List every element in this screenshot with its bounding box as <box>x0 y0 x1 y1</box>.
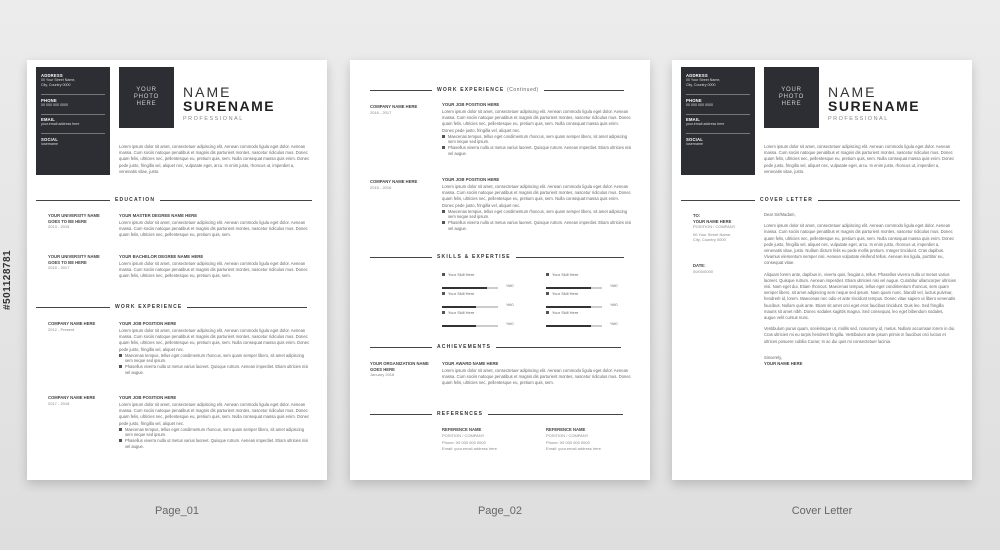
phone-label: PHONE <box>686 97 702 103</box>
greeting: Dear Sir/Madam, <box>764 212 796 217</box>
university-name: YOUR UNIVERSITY NAME GOES TO BE HERE <box>48 213 100 224</box>
bullet-text: Maecenas tempus, tellus eget condimentum rhoncus, sem quam semper libero, sit amet adipiscing sem neque sed ipsum. <box>448 133 628 145</box>
recipient-address-2: City, Country 0000 <box>693 237 726 242</box>
photo-text-1: YOUR <box>136 87 157 93</box>
skill-item <box>546 310 626 333</box>
job-title: YOUR JOB POSITION HERE <box>442 102 500 107</box>
recipient-address-1: 00 Your Street Name, <box>693 231 732 237</box>
address-label: ADDRESS <box>686 73 708 78</box>
profile-summary: Lorem ipsum dolor sit amet, consectetuer adipiscing elit. Aenean commodo ligula eget dolor. Aenean massa. Cum sociis natoque penatibus et magnis dis parturient montes, nascetur ridiculus mus. Donec quam felis, ultricies nec, pellentesque eu, pretium quis, sem. Nulla consequat massa quis enim. Donec pede justo, fringilla vel, aliquet nec, vulputate eget, arcu. In enim justo, rhoncus ut, imperdiet a, venenatis vitae, justo. <box>764 144 955 174</box>
skill-label <box>442 310 522 315</box>
photo-placeholder <box>764 67 819 128</box>
job-1 <box>119 321 311 375</box>
section-rule <box>681 200 755 201</box>
job-date: 2017 - 2018 <box>48 400 70 406</box>
letter-paragraph-1: Lorem ipsum dolor sit amet, consectetuer adipiscing elit. Aenean commodo ligula eget dolor. Aenean massa. Cum sociis natoque penatibus et magnis dis parturient montes, nascetur ridiculus mus. Donec quam felis, ultricies nec, pellentesque eu, pretium quis, sem. Nulla consequat massa quis enim. Donec pede justo, fringilla vel, aliquet nec, vulputate eget, arcu. In enim justo, rhoncus ut, imperdiet a, venenatis vitae, justo. Nullam dictum felis eu pede mollis pretium. Integer tincidunt. Cras dapibus. Vivamus elementum semper nisi. Aenean vulputate eleifend tellus. Aenean leo ligula, porttitor eu, consequat vitae. <box>764 223 955 266</box>
section-rule <box>36 307 110 308</box>
section-rule <box>370 414 432 415</box>
section-title <box>432 87 544 93</box>
square-bullet-icon <box>442 210 445 213</box>
reference-1 <box>442 427 532 451</box>
skill-name: Your Skill Here <box>552 291 579 296</box>
section-rule <box>516 257 624 258</box>
skill-item <box>442 310 522 333</box>
job-title: YOUR JOB POSITION HERE <box>442 177 500 182</box>
square-bullet-icon <box>119 365 122 368</box>
skill-bar-fill <box>546 306 591 308</box>
bullet-text: Maecenas tempus, tellus eget condimentum rhoncus, sem quam semper libero, sit amet adipiscing sem neque sed ipsum. <box>125 426 305 438</box>
job-2 <box>119 395 311 449</box>
skill-bar <box>442 306 498 308</box>
degree-title: YOUR BACHELOR DEGREE NAME HERE <box>119 254 204 259</box>
job-bullet <box>119 438 311 449</box>
name-block <box>183 85 275 122</box>
section-title: ACHIEVEMENTS <box>437 344 492 350</box>
education-entry-2-meta <box>48 254 108 271</box>
first-name: NAME <box>828 84 877 100</box>
skill-label <box>546 291 626 296</box>
section-rule <box>160 200 312 201</box>
education-entry-2 <box>119 254 311 280</box>
section-title: SKILLS & EXPERTISE <box>437 254 511 260</box>
job-date: 2012 - Present <box>48 326 75 332</box>
square-bullet-icon <box>119 354 122 357</box>
job-description: Lorem ipsum dolor sit amet, consectetuer adipiscing elit. Aenean commodo ligula eget dolor. Aenean massa. Cum sociis natoque penatibus et magnis dis parturient montes, nascetur ridiculus mus. Donec quam felis, ultricies nec, pellentesque eu, pretium quis, sem. Nulla consequat massa quis enim. Donec pede justo, fringilla vel, aliquet nec. <box>442 109 631 133</box>
skill-name: Your Skill Here <box>448 291 475 296</box>
reference-position: POSITION / COMPANY <box>442 432 485 438</box>
caption-page-1: Page_01 <box>154 505 200 517</box>
section-work-experience <box>36 303 307 311</box>
square-bullet-icon <box>442 146 445 149</box>
date-block <box>693 263 755 274</box>
last-name: SURENAME <box>183 98 276 114</box>
skill-bar <box>546 287 602 289</box>
education-date: 2013 - 2015 <box>48 224 70 229</box>
education-date: 2015 - 2017 <box>48 265 70 270</box>
resume-page-1 <box>27 60 327 480</box>
section-rule <box>187 307 307 308</box>
first-name: NAME <box>183 84 232 100</box>
address-line-1: 00 Your Street Name, <box>686 78 721 82</box>
bullet-text: Maecenas tempus, tellus eget condimentum rhoncus, sem quam semper libero, sit amet adipiscing sem neque sed ipsum. <box>125 352 305 364</box>
university-name: YOUR UNIVERSITY NAME GOES TO BE HERE <box>48 254 100 265</box>
job-bullet <box>442 145 632 156</box>
continued-label: (Continued) <box>507 87 539 93</box>
square-bullet-icon <box>546 292 549 295</box>
company-name: COMPANY NAME HERE <box>370 179 418 184</box>
square-bullet-icon <box>119 428 122 431</box>
caption-page-2: Page_02 <box>477 505 523 517</box>
reference-email: Email: your.email address here <box>442 445 497 451</box>
company-name: COMPANY NAME HERE <box>370 104 418 109</box>
reference-phone: Phone: 00 000 000 0000 <box>442 440 486 445</box>
job-bullet <box>119 427 311 438</box>
address-line-2: City, Country 0000 <box>41 83 71 87</box>
email-label: EMAIL <box>686 117 701 122</box>
bullet-text: Phasellus viverra nulla ut metus varius laoreet. Quisque rutrum. Aenean imperdiet. Etiam ultricies nisi vel augue. <box>448 220 632 231</box>
divider <box>41 114 105 115</box>
skill-name: Your Skill Here <box>552 310 579 315</box>
skill-percent: %80 <box>610 321 618 326</box>
photo-placeholder <box>119 67 174 128</box>
degree-title: YOUR MASTER DEGREE NAME HERE <box>119 213 198 218</box>
square-bullet-icon <box>119 439 122 442</box>
photo-text-1: YOUR <box>781 87 802 93</box>
social-value: /username <box>686 141 703 146</box>
education-entry-1 <box>119 213 311 239</box>
square-bullet-icon <box>442 311 445 314</box>
phone-value: 00 000 000 0000 <box>686 102 713 107</box>
section-rule <box>818 200 960 201</box>
signature-name: YOUR NAME HERE <box>764 361 803 367</box>
company-name: COMPANY NAME HERE <box>48 321 96 326</box>
phone-label: PHONE <box>41 97 57 103</box>
divider <box>686 133 750 134</box>
bullet-text: Phasellus viverra nulla ut metus varius laoreet. Quisque rutrum. Aenean imperdiet. Etiam ultricies nisi vel augue. <box>125 364 309 375</box>
skill-label <box>546 310 626 315</box>
last-name: SURENAME <box>828 98 921 114</box>
letter-body <box>764 212 956 367</box>
section-rule <box>370 90 432 91</box>
address-label: ADDRESS <box>41 73 63 78</box>
letter-paragraph-3: Vestibulum purus quam, scelerisque ut, mollis sed, nonummy id, metus. Nullam accumsan lorem in dui. Cras ultricies mi eu turpis hendrerit fringilla. Vestibulum ante ipsum primis in faucibus orci luctus et ultrices posuere cubilia Curae; In ac dui quis mi consectetuer lacinia. <box>764 326 956 344</box>
resume-page-2 <box>350 60 650 480</box>
job-description: Lorem ipsum dolor sit amet, consectetuer adipiscing elit. Aenean commodo ligula eget dolor. Aenean massa. Cum sociis natoque penatibus et magnis dis parturient montes, nascetur ridiculus mus. Donec quam felis, ultricies nec, pellentesque eu, pretium quis, sem. Nulla consequat massa quis enim. Donec pede justo, fringilla vel, aliquet nec. <box>442 184 631 208</box>
job-2-meta <box>48 395 108 406</box>
section-title: EDUCATION <box>115 197 156 203</box>
square-bullet-icon <box>546 311 549 314</box>
contact-box <box>36 67 110 175</box>
closing: Sincerely, <box>764 354 783 360</box>
reference-name: REFERENCE NAME <box>442 427 482 432</box>
achievement-meta <box>370 361 432 378</box>
contact-box <box>681 67 755 175</box>
section-title: WORK EXPERIENCE <box>115 304 183 310</box>
section-references <box>370 410 623 418</box>
section-work-experience-continued <box>370 86 624 94</box>
recipient-position: POSITION / COMPANY <box>693 224 736 229</box>
address-line-1: 00 Your Street Name, <box>41 78 76 82</box>
skill-percent: %80 <box>506 283 514 288</box>
section-title: REFERENCES <box>437 411 484 417</box>
divider <box>686 114 750 115</box>
reference-email: Email: your.email address here <box>546 445 601 451</box>
skill-label <box>442 272 522 277</box>
date-value: 00/00/0000 <box>693 268 714 274</box>
skill-percent: %60 <box>506 302 514 307</box>
reference-name: REFERENCE NAME <box>546 427 586 432</box>
section-education <box>36 196 312 204</box>
degree-description: Lorem ipsum dolor sit amet, consectetuer adipiscing elit. Aenean commodo ligula eget dolor. Aenean massa. Cum sociis natoque penatibus et magnis dis parturient montes, nascetur ridiculus mus. Donec quam felis, ultricies nec, pellentesque eu, pretium quis, sem. <box>119 261 308 279</box>
social-label: SOCIAL <box>41 136 59 142</box>
skill-name: Your Skill Here <box>448 272 475 277</box>
profession: PROFESSIONAL <box>183 116 244 122</box>
skill-bar <box>442 287 498 289</box>
cover-letter-page <box>672 60 972 480</box>
section-rule <box>488 414 623 415</box>
divider <box>41 94 105 95</box>
achievement-date: January 2018 <box>370 372 395 377</box>
skill-percent: %80 <box>610 302 618 307</box>
square-bullet-icon <box>442 221 445 224</box>
skill-percent: %80 <box>610 283 618 288</box>
job-bullet <box>442 220 632 231</box>
section-skills <box>370 253 624 261</box>
job-1-meta <box>48 321 108 332</box>
job-description: Lorem ipsum dolor sit amet, consectetuer adipiscing elit. Aenean commodo ligula eget dolor. Aenean massa. Cum sociis natoque penatibus et magnis dis parturient montes, nascetur ridiculus mus. Donec quam felis, ultricies nec, pellentesque eu, pretium quis, sem. Nulla consequat massa quis enim. Donec pede justo, fringilla vel, aliquet nec. <box>119 328 310 352</box>
section-rule <box>496 347 621 348</box>
section-title-text: WORK EXPERIENCE <box>437 87 505 93</box>
date-label: DATE: <box>693 263 706 268</box>
email-value: your.email address here <box>41 122 80 126</box>
job-date: 2016 - 2017 <box>370 109 392 115</box>
skill-bar-fill <box>442 325 476 327</box>
bullet-text: Maecenas tempus, tellus eget condimentum rhoncus, sem quam semper libero, sit amet adipiscing sem neque sed ipsum. <box>448 208 628 220</box>
social-label: SOCIAL <box>686 136 704 142</box>
email-value: your.email address here <box>686 122 725 126</box>
skill-bar <box>546 306 602 308</box>
phone-value: 00 000 000 0000 <box>41 102 68 107</box>
award-title: YOUR AWARD NAME HERE <box>442 361 499 366</box>
job-3-meta <box>370 104 432 115</box>
social-value: /username <box>41 141 58 146</box>
photo-text-2: PHOTO <box>778 94 805 100</box>
reference-position: POSITION / COMPANY <box>546 432 589 438</box>
square-bullet-icon <box>442 292 445 295</box>
section-title: COVER LETTER <box>760 197 814 203</box>
profile-summary: Lorem ipsum dolor sit amet, consectetuer adipiscing elit. Aenean commodo ligula eget dolor. Aenean massa. Cum sociis natoque penatibus et magnis dis parturient montes, nascetur ridiculus mus. Donec quam felis, ultricies nec, pellentesque eu, pretium quis, sem. Nulla consequat massa quis enim. Donec pede justo, fringilla vel, aliquet nec, vulputate eget, arcu. In enim justo, rhoncus ut, imperdiet a, venenatis vitae, justo. <box>119 144 310 174</box>
job-date: 2015 - 2016 <box>370 184 392 190</box>
letter-paragraph-2: Aliquam lorem ante, dapibus in, viverra quis, feugiat a, tellus. Phasellus viverra nulla ut metus varius laoreet. Quisque rutrum. Aenean imperdiet. Etiam ultricies nisi vel augue. Curabitur ullamcorper ultricies nisi. Nam eget dui. Etiam rhoncus. Maecenas tempus, tellus eget condimentum rhoncus, sem quam semper libero, sit amet adipiscing sem neque sed ipsum. Nam quam nunc, blandit vel, luctus pulvinar, hendrerit id, lorem. Maecenas nec odio et ante tincidunt tempus. Donec vitae sapien ut libero venenatis faucibus. Nullam quis ante. Etiam sit amet orci eget eros faucibus tincidunt. Duis leo. Sed fringilla mauris sit amet nibh. Donec sodales sagittis magna. Sed consequat, leo eget bibendum sodales, augue velit cursus nunc. <box>764 271 957 321</box>
skill-bar <box>546 325 602 327</box>
achievement-entry <box>442 361 632 387</box>
square-bullet-icon <box>442 135 445 138</box>
job-bullet <box>442 134 632 145</box>
skill-bar-fill <box>546 325 591 327</box>
photo-text-2: PHOTO <box>133 94 160 100</box>
job-4-meta <box>370 179 432 190</box>
name-block <box>828 85 920 122</box>
section-rule <box>370 347 432 348</box>
bullet-text: Phasellus viverra nulla ut metus varius laoreet. Quisque rutrum. Aenean imperdiet. Etiam ultricies nisi vel augue. <box>125 438 309 449</box>
skill-name: Your Skill Here <box>448 310 475 315</box>
skill-bar-fill <box>442 287 487 289</box>
square-bullet-icon <box>546 273 549 276</box>
job-4 <box>442 177 632 231</box>
section-rule <box>544 90 624 91</box>
section-achievements <box>370 343 621 351</box>
education-entry-1-meta <box>48 213 108 230</box>
job-bullet <box>442 209 632 220</box>
job-3 <box>442 102 632 156</box>
square-bullet-icon <box>442 273 445 276</box>
degree-description: Lorem ipsum dolor sit amet, consectetuer adipiscing elit. Aenean commodo ligula eget dolor. Aenean massa. Cum sociis natoque penatibus et magnis dis parturient montes, nascetur ridiculus mus. Donec quam felis, ultricies nec, pellentesque eu, pretium quis, sem. <box>119 220 308 238</box>
photo-text-3: HERE <box>136 101 157 107</box>
recipient-block <box>693 213 755 243</box>
bullet-text: Phasellus viverra nulla ut metus varius laoreet. Quisque rutrum. Aenean imperdiet. Etiam ultricies nisi vel augue. <box>448 145 632 156</box>
organization-name: YOUR ORGANIZATION NAME GOES HERE <box>370 361 429 372</box>
stock-id-watermark: #501128781 <box>2 249 13 310</box>
to-label: TO: <box>693 213 701 218</box>
skill-bar <box>442 325 498 327</box>
company-name: COMPANY NAME HERE <box>48 395 96 400</box>
reference-phone: Phone: 00 000 000 0000 <box>546 440 590 445</box>
email-label: EMAIL <box>41 117 56 122</box>
skill-label <box>546 272 626 277</box>
skill-percent: %60 <box>506 321 514 326</box>
job-description: Lorem ipsum dolor sit amet, consectetuer adipiscing elit. Aenean commodo ligula eget dolor. Aenean massa. Cum sociis natoque penatibus et magnis dis parturient montes, nascetur ridiculus mus. Donec quam felis, ultricies nec, pellentesque eu, pretium quis, sem. Nulla consequat massa quis enim. Donec pede justo, fringilla vel, aliquet nec. <box>119 402 310 426</box>
job-title: YOUR JOB POSITION HERE <box>119 321 177 326</box>
divider <box>686 94 750 95</box>
job-bullet <box>119 364 311 375</box>
photo-text-3: HERE <box>781 101 802 107</box>
profession: PROFESSIONAL <box>828 116 889 122</box>
recipient-name: YOUR NAME HERE <box>693 218 732 224</box>
skill-bar-fill <box>442 306 476 308</box>
job-title: YOUR JOB POSITION HERE <box>119 395 177 400</box>
reference-2 <box>546 427 636 451</box>
section-rule <box>36 200 110 201</box>
skill-name: Your Skill Here <box>552 272 579 277</box>
divider <box>41 133 105 134</box>
skill-label <box>442 291 522 296</box>
award-description: Lorem ipsum dolor sit amet, consectetuer adipiscing elit. Aenean commodo ligula eget dolor. Aenean massa. Cum sociis natoque penatibus et magnis dis parturient montes, nascetur ridiculus mus. Donec quam felis, ultricies nec, pellentesque eu, pretium quis, sem. <box>442 368 631 386</box>
job-bullet <box>119 353 311 364</box>
section-cover-letter <box>681 196 960 204</box>
skill-bar-fill <box>546 287 591 289</box>
address-line-2: City, Country 0000 <box>686 83 716 87</box>
section-rule <box>370 257 432 258</box>
caption-cover-letter: Cover Letter <box>791 505 853 517</box>
